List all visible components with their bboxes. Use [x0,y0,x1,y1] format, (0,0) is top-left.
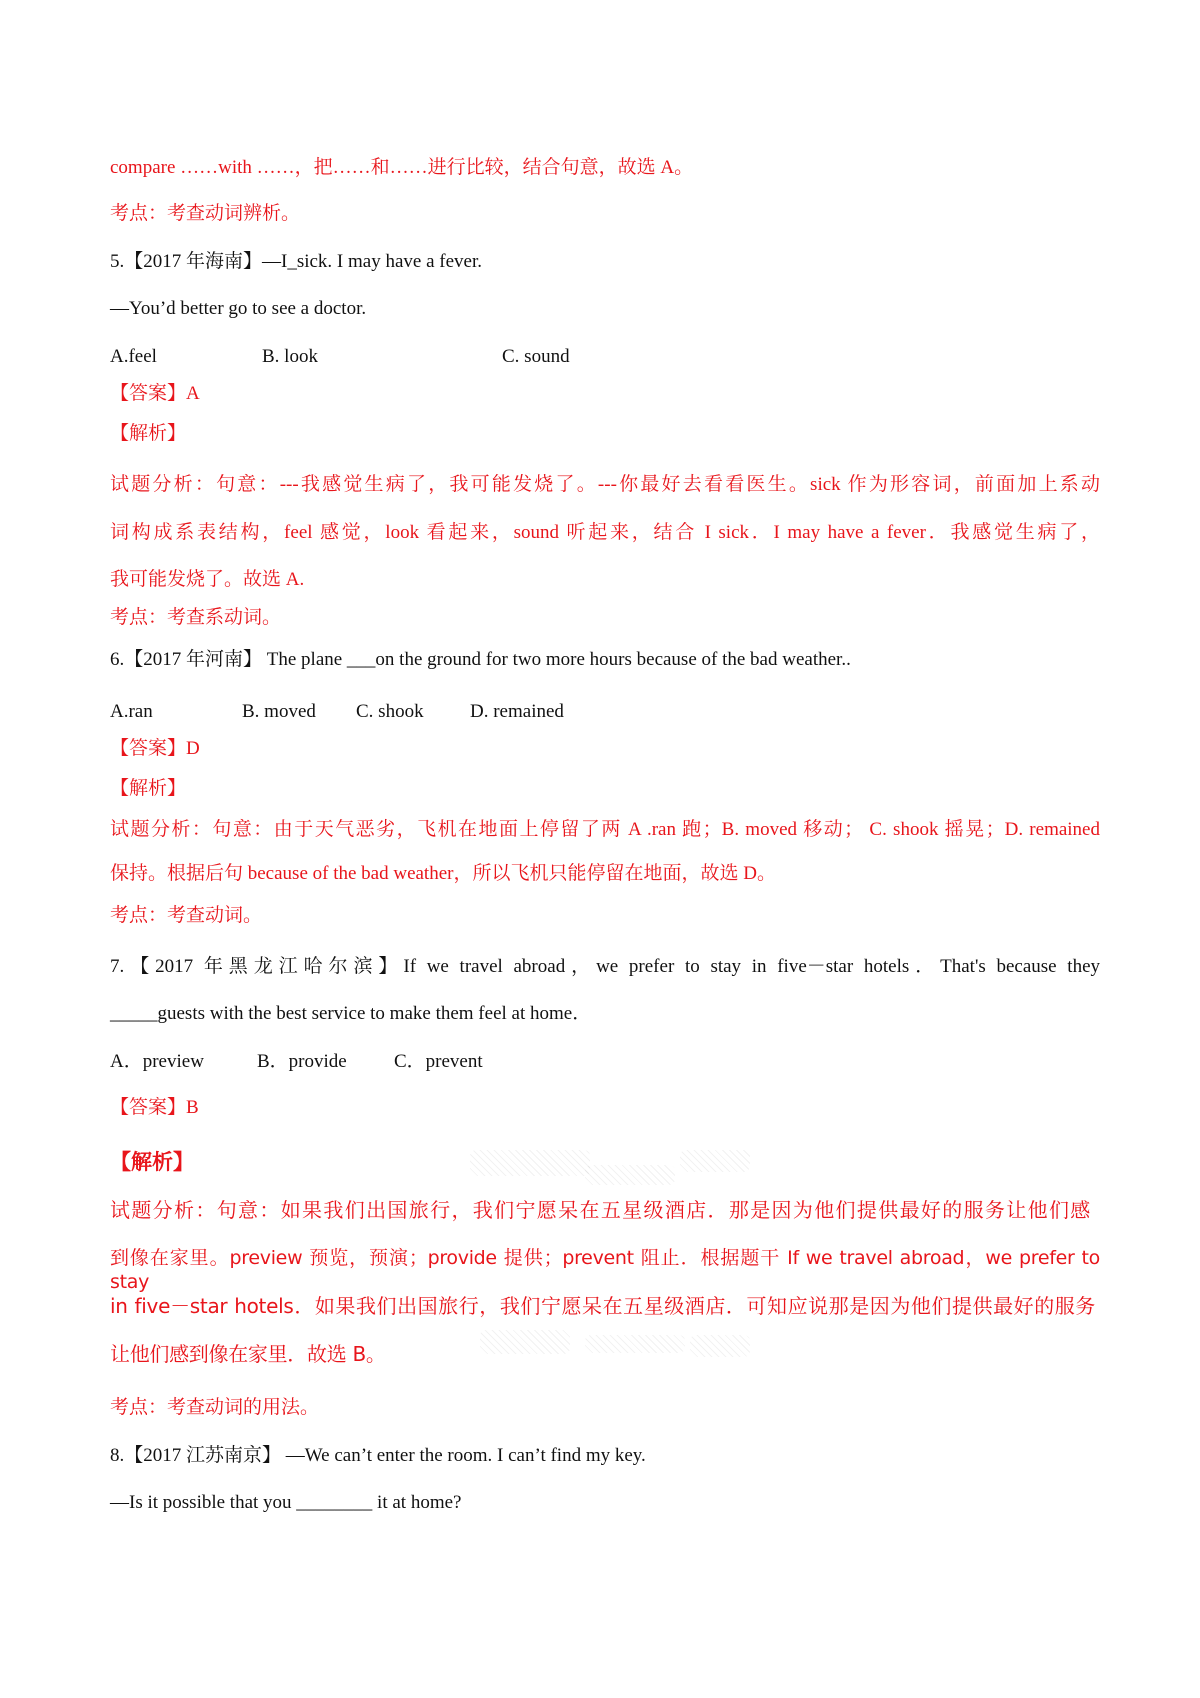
answer-label: 【答案】B [110,1097,199,1118]
question-6-stem: 6.【2017 年河南】 The plane ___on the ground for two more hours because of the bad weather.. [110,649,851,670]
option-b: B．provide [257,1051,347,1072]
explanation-line: 试题分析：句意：由于天气恶劣，飞机在地面上停留了两 A .ran 跑；B. moved 移动； C. shook 摇晃；D. remained [110,819,1100,840]
explanation-line: 词构成系表结构，feel 感觉，look 看起来，sound 听起来，结合 I sick．I may have a fever．我感觉生病了， [110,522,1100,543]
explanation-line: 我可能发烧了。故选 A. [110,569,305,590]
option-b: B. moved [242,701,316,722]
scan-noise [480,1330,570,1354]
question-8-reply: —Is it possible that you ________ it at home? [110,1492,462,1513]
explanation-line: 保持。根据后句 because of the bad weather，所以飞机只能停留在地面，故选 D。 [110,863,776,884]
explanation-line: 试题分析：句意：如果我们出国旅行，我们宁愿呆在五星级酒店．那是因为他们提供最好的服务让他们感 [110,1198,1090,1222]
answer-label: 【答案】D [110,738,200,759]
explanation-line: 到像在家里。preview 预览，预演；provide 提供；prevent 阻止．根据题干 If we travel abroad，we prefer to stay [110,1247,1100,1293]
exam-point: 考点：考查动词的用法。 [110,1397,320,1418]
scan-noise [690,1335,750,1357]
explanation-line: compare ……with ……，把……和……进行比较，结合句意，故选 A。 [110,157,694,178]
explanation-line: in five－star hotels．如果我们出国旅行，我们宁愿呆在五星级酒店．可知应说那是因为他们提供最好的服务 [110,1294,1095,1318]
question-8-stem: 8.【2017 江苏南京】 —We can’t enter the room. I can’t find my key. [110,1445,646,1466]
question-5-reply: —You’d better go to see a doctor. [110,298,367,319]
scan-noise [470,1150,590,1176]
option-a: A.feel [110,346,157,367]
analysis-label: 【解析】 [110,1150,194,1174]
exam-point: 考点：考查系动词。 [110,607,282,628]
analysis-label: 【解析】 [110,778,187,799]
scan-noise [585,1165,675,1185]
option-c: C. shook [356,701,424,722]
exam-point: 考点：考查动词辨析。 [110,203,301,224]
option-c: C. sound [502,346,570,367]
question-5-stem: 5.【2017 年海南】—I_sick. I may have a fever. [110,251,482,272]
analysis-label: 【解析】 [110,423,187,444]
explanation-line: 让他们感到像在家里．故选 B。 [110,1342,386,1366]
scan-noise [680,1150,750,1172]
question-7-stem: 7.【2017 年黑龙江哈尔滨】If we travel abroad，we prefer to stay in five－star hotels．That's because they [110,956,1100,977]
answer-label: 【答案】A [110,383,200,404]
scan-noise [585,1335,685,1353]
explanation-line: 试题分析：句意：---我感觉生病了，我可能发烧了。---你最好去看看医生。sick 作为形容词，前面加上系动 [110,474,1100,495]
option-c: C．prevent [394,1051,483,1072]
question-7-stem-cont: _____guests with the best service to make them feel at home． [110,1003,592,1024]
exam-point: 考点：考查动词。 [110,905,263,926]
option-d: D. remained [470,701,564,722]
option-a: A.ran [110,701,153,722]
option-a: A．preview [110,1051,204,1072]
option-b: B. look [262,346,318,367]
